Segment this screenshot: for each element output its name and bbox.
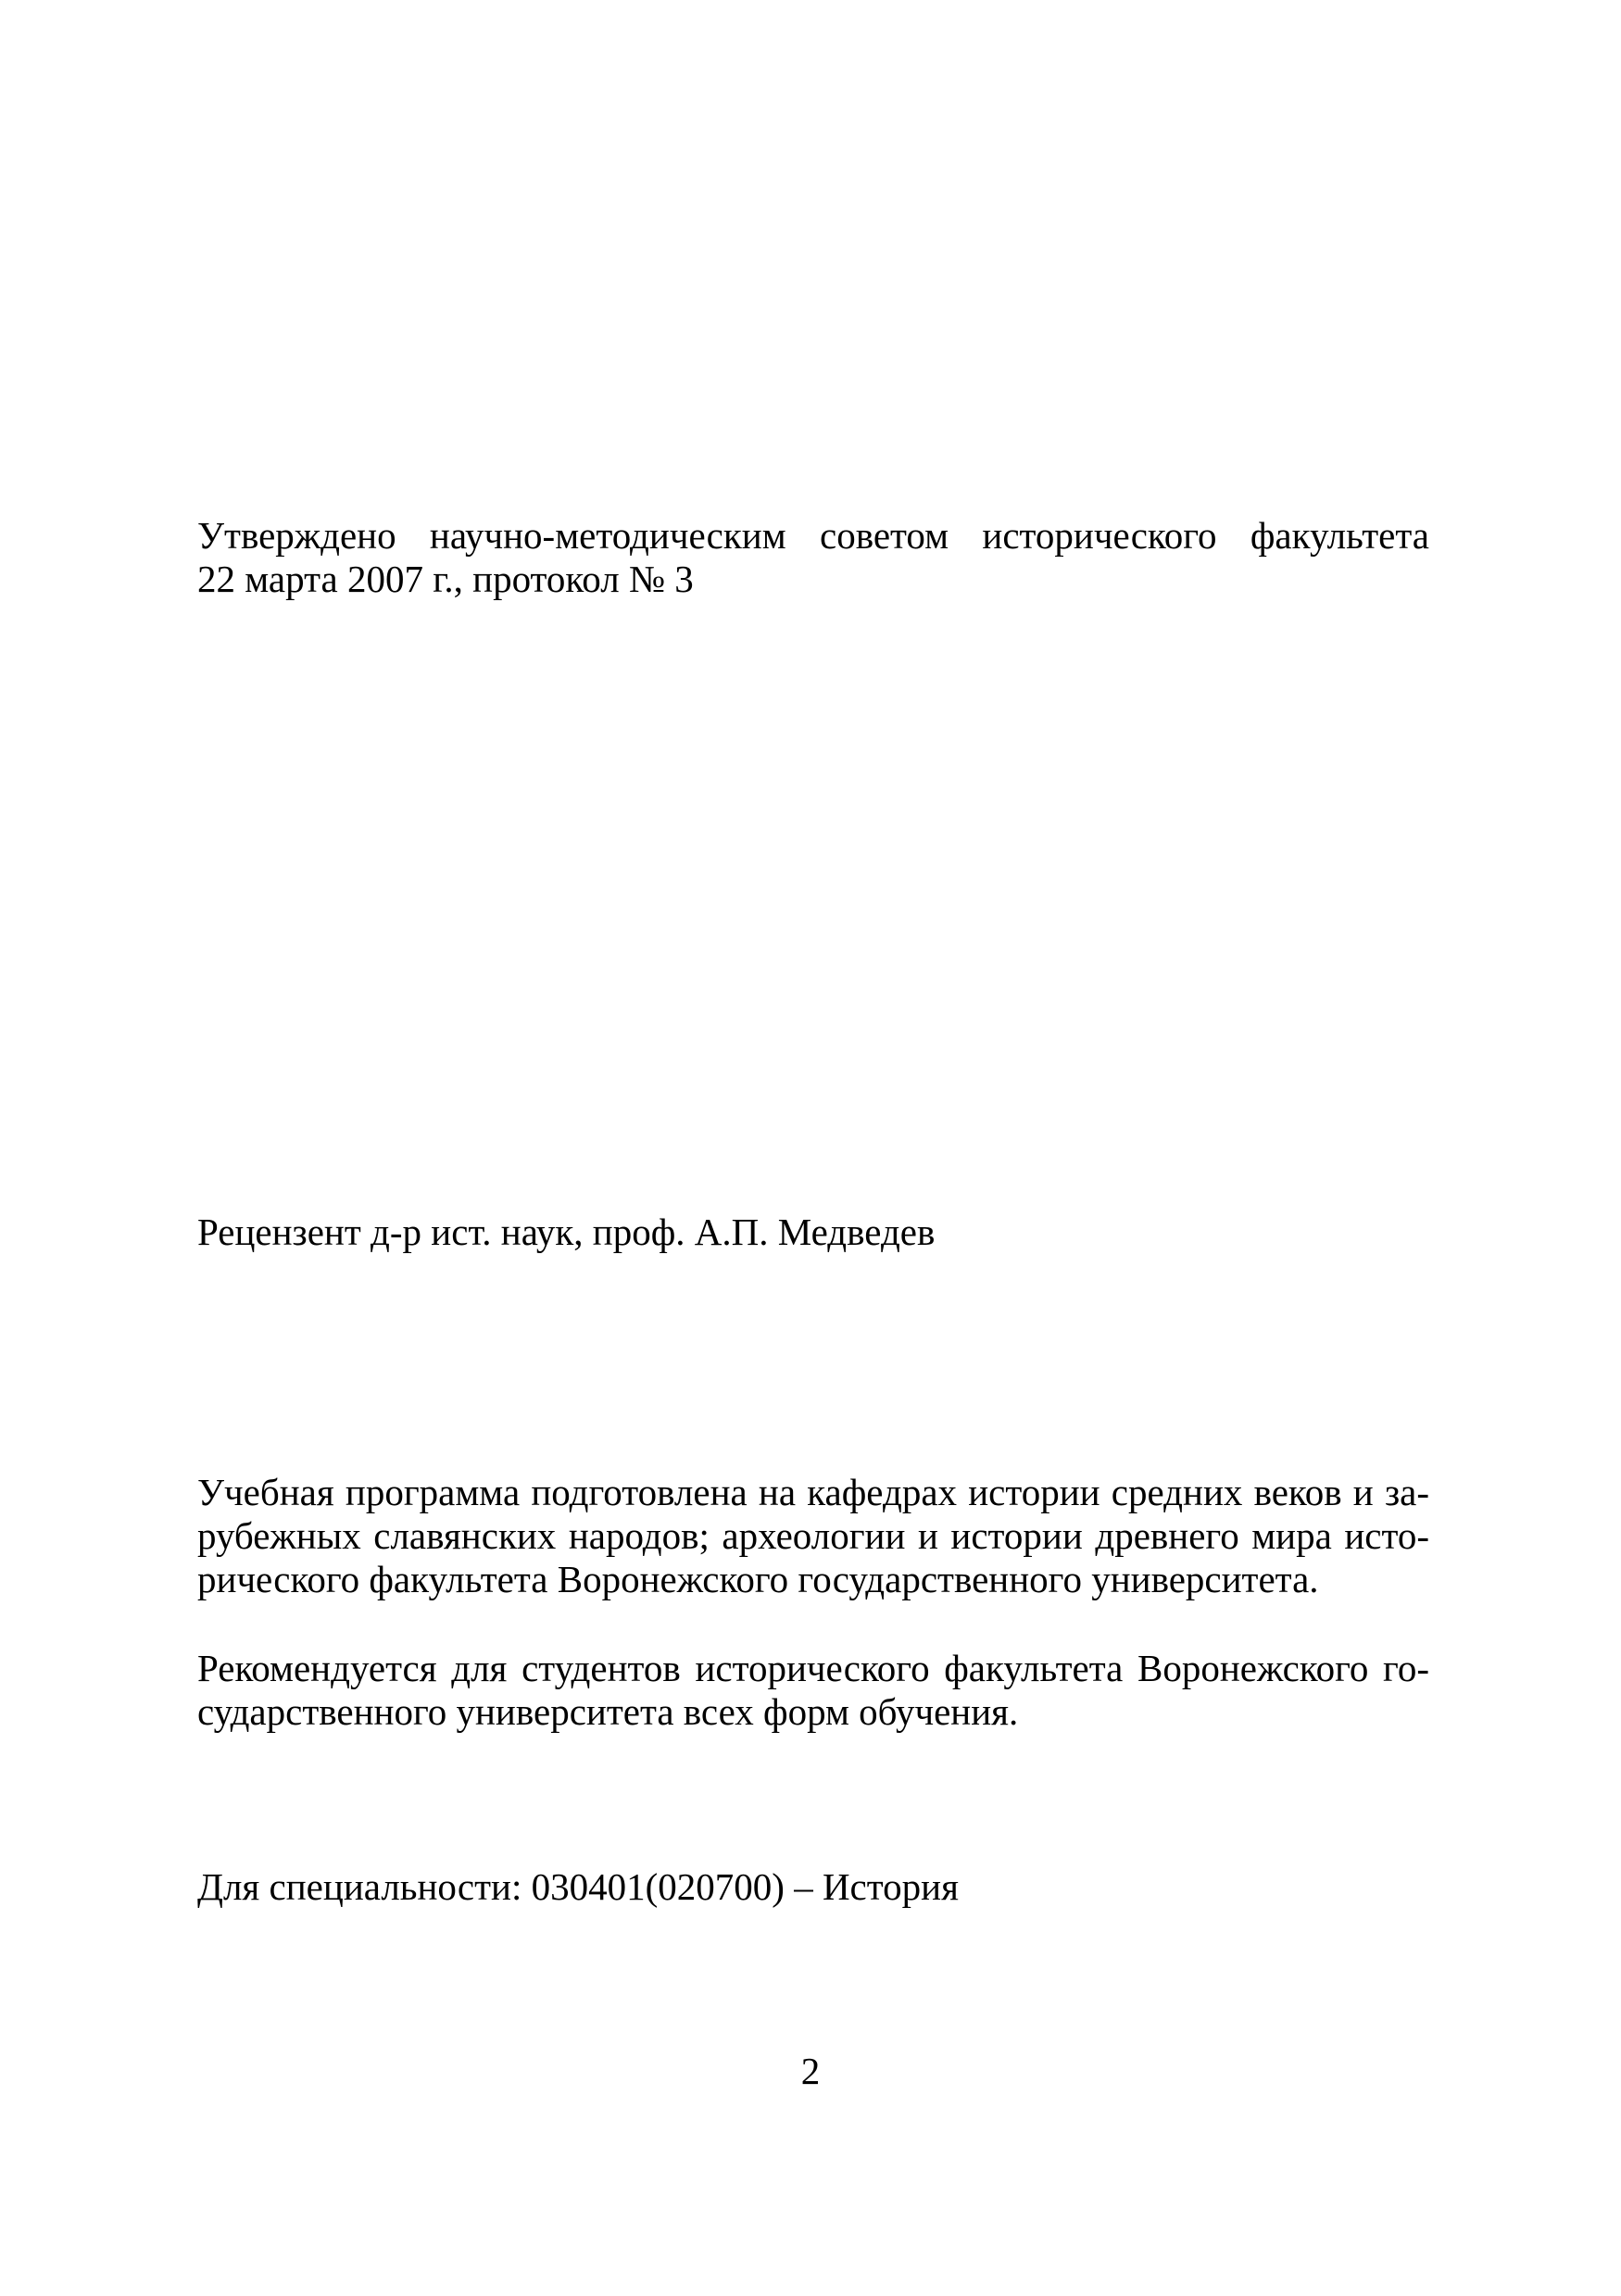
approval-line-1: Утверждено научно-методическим советом исторического факультета (197, 514, 1429, 557)
approval-note (197, 514, 1429, 601)
specialty-text: Для специальности: 030401(020700) – История (197, 1865, 959, 1908)
prepared-line-1: Учебная программа подготовлена на кафедрах истории средних веков и за- (197, 1471, 1429, 1513)
approval-line-2: 22 марта 2007 г., протокол № 3 (197, 558, 694, 600)
prepared-line-2: рубежных славянских народов; археологии и истории древнего мира исто- (197, 1514, 1429, 1557)
reviewer-note (197, 1211, 1429, 1254)
page-number: 2 (800, 2050, 821, 2092)
prepared-line-3: рического факультета Воронежского государственного университета. (197, 1558, 1319, 1600)
recommended-line-2: сударственного университета всех форм обучения. (197, 1690, 1019, 1733)
specialty-note (197, 1865, 1429, 1909)
recommended-note (197, 1647, 1429, 1734)
recommended-line-1: Рекомендуется для студентов исторического факультета Воронежского го- (197, 1647, 1429, 1689)
prepared-note (197, 1471, 1429, 1601)
reviewer-text: Рецензент д-р ист. наук, проф. А.П. Медведев (197, 1211, 936, 1253)
